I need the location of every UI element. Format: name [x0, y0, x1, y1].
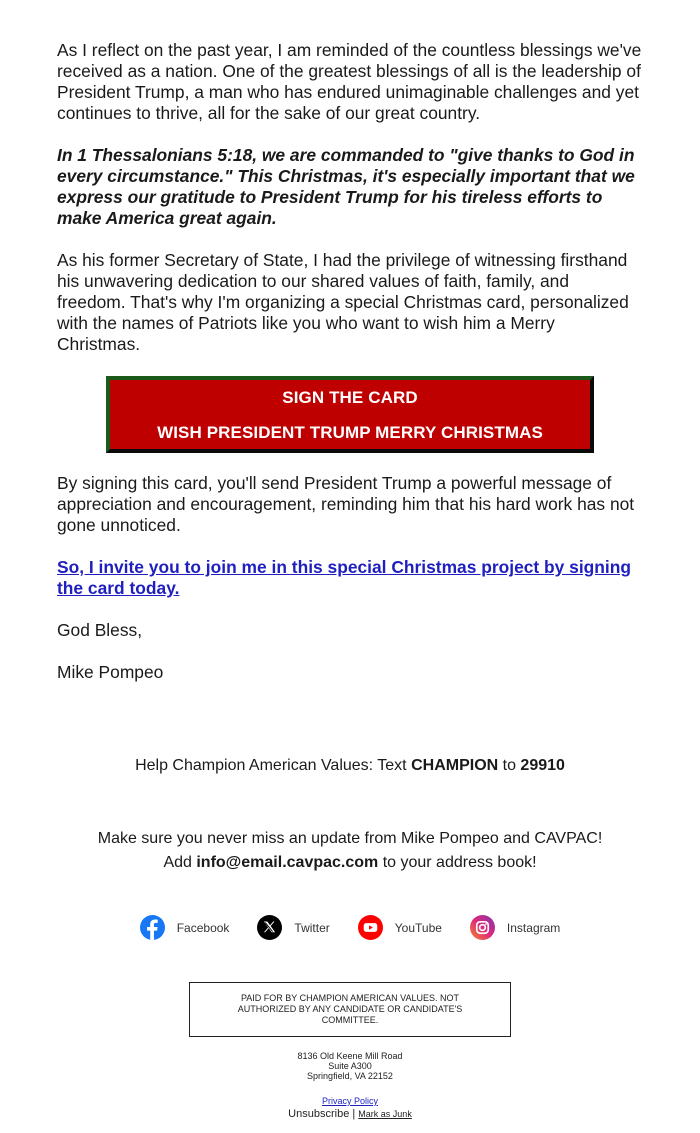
- signature: Mike Pompeo: [57, 662, 164, 682]
- sign-the-card-button[interactable]: [106, 376, 594, 453]
- address-line-2: Suite A300: [328, 1061, 372, 1071]
- update-line: Make sure you never miss an update from Mike Pompeo and CAVPAC!: [97, 830, 603, 847]
- facebook-icon: [140, 915, 165, 940]
- add-email-line: [0, 851, 700, 875]
- link-separator: |: [352, 1108, 356, 1120]
- privacy-policy-link[interactable]: Privacy Policy: [321, 1096, 378, 1106]
- address-line-1: 8136 Old Keene Mill Road: [297, 1051, 403, 1061]
- signing-paragraph: By signing this card, you'll send President Trump a powerful message of appreciation and encouragement, reminding him that his hard work has not gone unnoticed.: [57, 473, 635, 535]
- address-line-3: Springfield, VA 22152: [307, 1071, 393, 1081]
- sms-keyword: CHAMPION: [411, 757, 499, 774]
- sms-prompt: [0, 756, 700, 776]
- twitter-label: Twitter: [294, 920, 330, 935]
- email-body: [57, 40, 642, 704]
- intro-paragraph: As I reflect on the past year, I am reminded of the countless blessings we've received as a nation. One of the greatest blessings of all is the leadership of President Trump, a man who has endured unimaginable challenges and yet continues to thrive, all for the sake of our great country.: [57, 40, 642, 123]
- mailing-address: [0, 1051, 700, 1081]
- unsubscribe-row: [0, 1107, 700, 1121]
- invite-link[interactable]: So, I invite you to join me in this special Christmas project by signing the card today.: [57, 557, 631, 598]
- sender-email: info@email.cavpac.com: [196, 854, 379, 871]
- unsubscribe-link[interactable]: Unsubscribe: [288, 1108, 350, 1120]
- disclaimer-text: PAID FOR BY CHAMPION AMERICAN VALUES. NOT AUTHORIZED BY ANY CANDIDATE OR CANDIDATE'S COMMITTEE.: [237, 993, 463, 1025]
- address-book-notice: [0, 827, 700, 875]
- youtube-label: YouTube: [394, 920, 442, 935]
- cta-line-1: SIGN THE CARD: [282, 387, 418, 407]
- sms-prefix: Help Champion American Values: Text: [135, 757, 412, 774]
- cta-line-2: WISH PRESIDENT TRUMP MERRY CHRISTMAS: [157, 422, 543, 442]
- sms-middle: to: [498, 757, 521, 774]
- social-twitter[interactable]: [257, 915, 329, 940]
- sms-number: 29910: [520, 757, 565, 774]
- social-facebook[interactable]: [140, 915, 230, 940]
- instagram-label: Instagram: [506, 920, 561, 935]
- mark-as-junk-link[interactable]: Mark as Junk: [358, 1109, 412, 1119]
- social-links: [0, 915, 700, 940]
- instagram-icon: [470, 915, 495, 940]
- cta-container: [106, 376, 594, 453]
- closing: God Bless,: [57, 620, 143, 640]
- scripture-paragraph: In 1 Thessalonians 5:18, we are commanded to "give thanks to God in every circumstance." This Christmas, it's especially important that we express our gratitude to President Trump for his tireless efforts to make America great again.: [57, 145, 635, 228]
- social-instagram[interactable]: [470, 915, 560, 940]
- paid-for-disclaimer: [189, 982, 511, 1037]
- facebook-label: Facebook: [176, 920, 230, 935]
- secretary-paragraph: As his former Secretary of State, I had the privilege of witnessing firsthand his unwavering dedication to our shared values of faith, family, and freedom. That's why I'm organizing a special Christmas card, personalized with the names of Patriots like you who want to wish him a Merry Christmas.: [57, 250, 629, 354]
- add-suffix: to your address book!: [378, 854, 537, 871]
- x-twitter-icon: [257, 915, 282, 940]
- add-prefix: Add: [163, 854, 197, 871]
- youtube-icon: [358, 915, 383, 940]
- social-youtube[interactable]: [358, 915, 442, 940]
- footer-links: [0, 1096, 700, 1121]
